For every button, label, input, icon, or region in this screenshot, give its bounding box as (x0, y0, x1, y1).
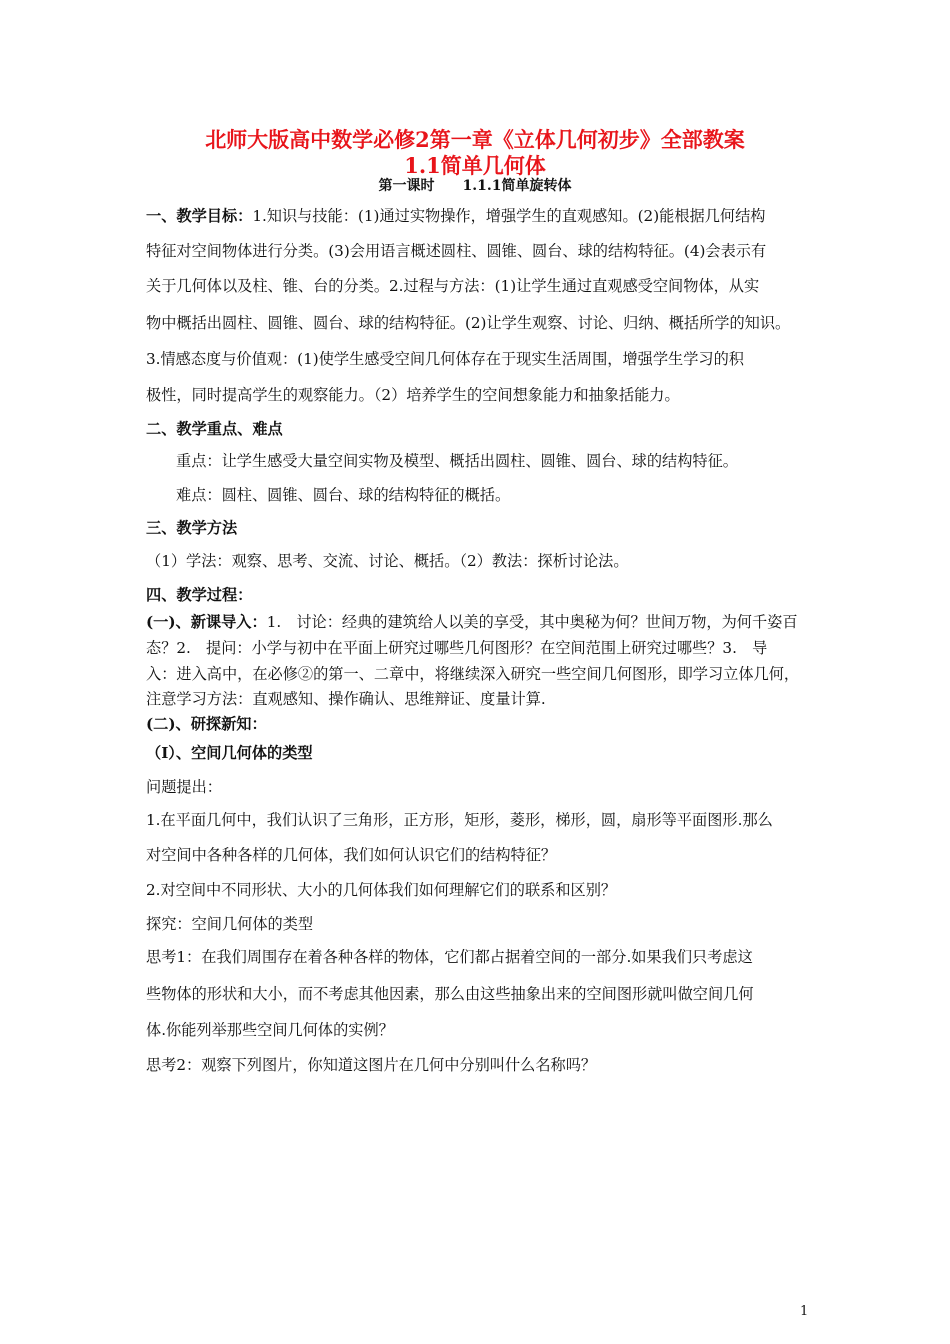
keypoints-heading: 二、教学重点、难点 (146, 420, 283, 438)
think-1-line-3: 体.你能列举那些空间几何体的实例？ (146, 1021, 394, 1039)
question-1-line-1: 1.在平面几何中，我们认识了三角形，正方形，矩形，菱形，梯形，圆，扇形等平面图形.那么 (146, 811, 773, 829)
keypoints-difficulty: 难点：圆柱、圆锥、圆台、球的结构特征的概括。 (176, 486, 511, 504)
think-1-line-2: 些物体的形状和大小，而不考虑其他因素，那么由这些抽象出来的空间图形就叫做空间几何 (146, 985, 754, 1003)
methods-text: （1）学法：观察、思考、交流、讨论、概括。（2）教法：探析讨论法。 (146, 552, 629, 570)
process-heading: 四、教学过程： (146, 586, 253, 604)
explore-label: 探究：空间几何体的类型 (146, 915, 314, 933)
objectives-line-3: 关于几何体以及柱、锥、台的分类。2.过程与方法：(1)让学生通过直观感受空间物体，从实 (146, 277, 760, 295)
question-heading: 问题提出： (146, 778, 222, 796)
question-1-line-2: 对空间中各种各样的几何体，我们如何认识它们的结构特征？ (146, 846, 557, 864)
methods-heading: 三、教学方法 (146, 519, 238, 537)
question-2: 2.对空间中不同形状、大小的几何体我们如何理解它们的联系和区别？ (146, 881, 617, 899)
lesson-heading: 第一课时 1.1.1简单旋转体 (378, 178, 572, 194)
objectives-line-2: 特征对空间物体进行分类。(3)会用语言概述圆柱、圆锥、圆台、球的结构特征。(4)会表示有 (146, 242, 767, 260)
think-2: 思考2：观察下列图片，你知道这图片在几何中分别叫什么名称吗？ (146, 1056, 597, 1074)
objectives-heading: 一、教学目标： (146, 207, 253, 225)
think-1-line-1: 思考1：在我们周围存在着各种各样的物体，它们都占据着空间的一部分.如果我们只考虑这 (146, 948, 753, 966)
page-number: 1 (800, 1304, 809, 1319)
intro-line-3: 入：进入高中，在必修②的第一、二章中，将继续深入研究一些空间几何图形，即学习立体几何， (146, 665, 800, 683)
intro-line-4: 注意学习方法：直观感知、操作确认、思维辩证、度量计算. (146, 690, 546, 708)
types-heading: （Ⅰ）、空间几何体的类型 (146, 744, 313, 762)
objectives-line-1 (146, 206, 765, 226)
objectives-text-1: 1.知识与技能：(1)通过实物操作，增强学生的直观感知。(2)能根据几何结构 (252, 207, 766, 225)
explore-new-heading: (二)、研探新知： (146, 715, 267, 733)
objectives-line-6: 极性，同时提高学生的观察能力。（2）培养学生的空间想象能力和抽象括能力。 (146, 386, 680, 404)
intro-text-1: 1. 讨论：经典的建筑给人以美的享受，其中奥秘为何？世间万物，为何千姿百 (266, 613, 798, 631)
intro-heading: (一)、新课导入： (146, 613, 267, 631)
document-title: 北师大版高中数学必修2第一章《立体几何初步》全部教案 (205, 127, 745, 152)
intro-line-2: 态？2. 提问：小学与初中在平面上研究过哪些几何图形？在空间范围上研究过哪些？3. 导 (146, 639, 768, 657)
objectives-line-5: 3.情感态度与价值观：(1)使学生感受空间几何体存在于现实生活周围，增强学生学习的积 (146, 350, 744, 368)
objectives-line-4: 物中概括出圆柱、圆锥、圆台、球的结构特征。(2)让学生观察、讨论、归纳、概括所学的知识。 (146, 314, 791, 332)
section-subtitle: 1.1简单几何体 (404, 153, 546, 178)
intro-line-1 (146, 612, 798, 632)
keypoints-focus: 重点：让学生感受大量空间实物及模型、概括出圆柱、圆锥、圆台、球的结构特征。 (176, 452, 738, 470)
